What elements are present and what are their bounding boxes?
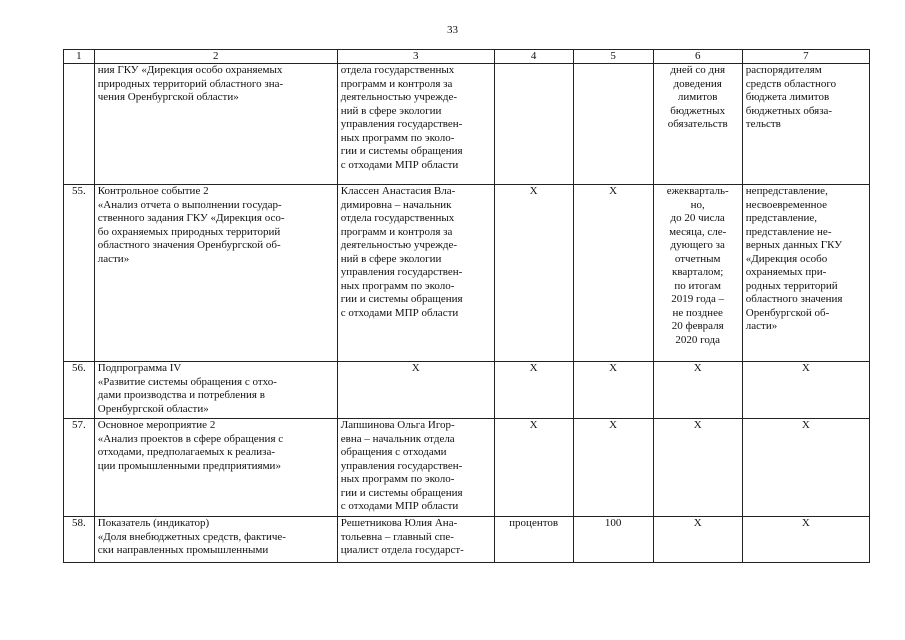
cell-text-line: 20 февраля	[671, 320, 724, 332]
unit-cell: Х	[494, 362, 573, 419]
cell-text-line: ния ГКУ «Дирекция особо охраняемых	[97, 64, 283, 76]
cell-text-line: дней со дня	[670, 64, 726, 76]
header-cell: 6	[653, 50, 742, 64]
cell-text-line: с отходами МПР области	[340, 306, 459, 319]
unit-cell: процентов	[494, 517, 573, 563]
cell-text-line: областного значения Оренбургской об-	[97, 239, 281, 251]
cell-text-line: «Анализ отчета о выполнении государ-	[97, 198, 282, 211]
cell-text-line: гии и системы обращения	[340, 486, 463, 499]
cell-text-line: месяца, сле-	[669, 225, 727, 238]
cell-text-line: отдела государственных	[340, 212, 455, 224]
table-row	[64, 185, 870, 362]
value-cell: Х	[573, 419, 653, 517]
cell-text-line: управления государствен-	[340, 459, 463, 472]
cell-text-line: циалист отдела государст-	[340, 544, 464, 556]
cell-text-line: кварталом;	[672, 266, 724, 278]
cell-text-line: ции промышленными предприятиями»	[97, 459, 281, 472]
table-row	[64, 517, 870, 563]
cell-text-line: гии и системы обращения	[340, 293, 463, 305]
cell-text-line: тольевна – главный спе-	[340, 530, 454, 543]
cell-text-line: ласти»	[97, 252, 130, 265]
cell-text-line: димировна – начальник	[340, 198, 452, 211]
cell-text-line: программ и контроля за	[340, 225, 453, 238]
risk-cell	[742, 185, 869, 362]
table-row	[64, 362, 870, 419]
cell-text-line: Х	[801, 362, 810, 374]
cell-text-line: обязательств	[667, 118, 728, 130]
cell-text-line: деятельностью учрежде-	[340, 91, 457, 103]
cell-text-line: Оренбургской об-	[745, 306, 830, 319]
cell-text-line: управления государствен-	[340, 266, 463, 278]
risk-cell	[742, 419, 869, 517]
cell-text-line: «Развитие системы обращения с отхо-	[97, 375, 277, 388]
row-number: 57.	[64, 419, 95, 517]
cell-text-line: ных программ по эколо-	[340, 473, 455, 485]
cell-text-line: Х	[801, 419, 810, 431]
value-cell: Х	[573, 185, 653, 362]
cell-text-line: дующего за	[670, 239, 725, 251]
cell-text-line: Классен Анастасия Вла-	[340, 185, 456, 197]
header-cell: 5	[573, 50, 653, 64]
responsible-cell	[337, 517, 494, 563]
cell-text-line: отдела государственных	[340, 64, 455, 76]
responsible-cell	[337, 185, 494, 362]
cell-text-line: не позднее	[672, 306, 723, 319]
cell-text-line: ний в сфере экологии	[340, 252, 442, 265]
cell-text-line: 2020 года	[675, 333, 721, 346]
cell-text-line: ний в сфере экологии	[340, 104, 442, 117]
cell-text-line: охраняемых при-	[745, 266, 827, 278]
cell-text-line: Х	[801, 517, 810, 529]
cell-text-line: отчетным	[674, 252, 721, 265]
deadline-cell	[653, 419, 742, 517]
cell-text-line: евна – начальник отдела	[340, 432, 455, 445]
cell-text-line: представление не-	[745, 225, 832, 238]
cell-text-line: областного значения	[745, 293, 843, 305]
cell-text-line: отходами, предполагаемых к реализа-	[97, 446, 276, 458]
cell-text-line: 2019 года –	[671, 293, 725, 305]
cell-text-line: ных программ по эколо-	[340, 131, 455, 144]
description-cell	[94, 185, 337, 362]
cell-text-line: чения Оренбургской области»	[97, 91, 239, 103]
table-row	[64, 419, 870, 517]
cell-text-line: несвоевременное	[745, 198, 828, 211]
responsible-cell	[337, 419, 494, 517]
cell-text-line: непредставление,	[745, 185, 828, 197]
description-cell	[94, 517, 337, 563]
cell-text-line: программ и контроля за	[340, 77, 453, 90]
description-cell	[94, 419, 337, 517]
cell-text-line: ежекварталь-	[666, 185, 729, 197]
cell-text-line: бюджетных	[670, 104, 726, 117]
risk-cell	[742, 64, 869, 185]
cell-text-line: но,	[690, 198, 705, 211]
cell-text-line: тельств	[745, 118, 781, 130]
row-number: 55.	[64, 185, 95, 362]
cell-text-line: бо охраняемых природных территорий	[97, 225, 281, 238]
table-row	[64, 64, 870, 185]
cell-text-line: управления государствен-	[340, 118, 463, 130]
cell-text-line: гии и системы обращения	[340, 145, 463, 157]
risk-cell	[742, 362, 869, 419]
cell-text-line: Показатель (индикатор)	[97, 517, 210, 529]
risk-cell	[742, 517, 869, 563]
deadline-cell	[653, 64, 742, 185]
cell-text-line: бюджета лимитов	[745, 91, 830, 103]
row-number: 58.	[64, 517, 95, 563]
cell-text-line: деятельностью учрежде-	[340, 239, 457, 251]
row-number: 56.	[64, 362, 95, 419]
header-cell: 2	[94, 50, 337, 64]
deadline-cell	[653, 517, 742, 563]
table-header-row	[64, 50, 870, 64]
description-cell	[94, 64, 337, 185]
cell-text-line: родных территорий	[745, 279, 838, 292]
cell-text-line: средств областного	[745, 77, 837, 90]
cell-text-line: Х	[693, 362, 702, 374]
responsible-cell	[337, 362, 494, 419]
unit-cell: Х	[494, 185, 573, 362]
cell-text-line: Контрольное событие 2	[97, 185, 209, 197]
cell-text-line: представление,	[745, 212, 818, 224]
document-table	[63, 49, 870, 563]
cell-text-line: распорядителям	[745, 64, 822, 76]
cell-text-line: Х	[693, 517, 702, 529]
cell-text-line: «Анализ проектов в сфере обращения с	[97, 432, 284, 445]
unit-cell: Х	[494, 419, 573, 517]
cell-text-line: ски направленных промышленными	[97, 544, 269, 556]
cell-text-line: Оренбургской области»	[97, 402, 209, 415]
value-cell	[573, 64, 653, 185]
header-cell: 7	[742, 50, 869, 64]
cell-text-line: Лапшинова Ольга Игор-	[340, 419, 455, 431]
cell-text-line: с отходами МПР области	[340, 500, 459, 512]
deadline-cell	[653, 185, 742, 362]
cell-text-line: ственного задания ГКУ «Дирекция осо-	[97, 212, 285, 224]
row-number	[64, 64, 95, 185]
value-cell: Х	[573, 362, 653, 419]
cell-text-line: лимитов	[677, 91, 718, 103]
description-cell	[94, 362, 337, 419]
cell-text-line: по итогам	[674, 279, 721, 292]
header-cell: 4	[494, 50, 573, 64]
header-cell: 3	[337, 50, 494, 64]
header-cell: 1	[64, 50, 95, 64]
cell-text-line: ных программ по эколо-	[340, 279, 455, 292]
cell-text-line: «Доля внебюджетных средств, фактиче-	[97, 530, 286, 543]
responsible-cell	[337, 64, 494, 185]
cell-text-line: Х	[693, 419, 702, 431]
cell-text-line: «Дирекция особо	[745, 252, 828, 265]
cell-text-line: верных данных ГКУ	[745, 239, 842, 251]
cell-text-line: до 20 числа	[670, 212, 725, 224]
page-number: 33	[447, 24, 458, 36]
unit-cell	[494, 64, 573, 185]
cell-text-line: ласти»	[745, 320, 778, 332]
cell-text-line: дами производства и потребления в	[97, 389, 265, 401]
cell-text-line: бюджетных обяза-	[745, 104, 833, 117]
deadline-cell	[653, 362, 742, 419]
cell-text-line: обращения с отходами	[340, 446, 447, 458]
cell-text-line: с отходами МПР области	[340, 158, 459, 171]
cell-text-line: Подпрограмма IV	[97, 362, 182, 374]
cell-text-line: Решетникова Юлия Ана-	[340, 517, 458, 529]
cell-text-line: Х	[411, 362, 420, 374]
cell-text-line: Основное мероприятие 2	[97, 419, 216, 431]
cell-text-line: природных территорий областного зна-	[97, 77, 284, 90]
cell-text-line: доведения	[673, 77, 722, 90]
value-cell: 100	[573, 517, 653, 563]
